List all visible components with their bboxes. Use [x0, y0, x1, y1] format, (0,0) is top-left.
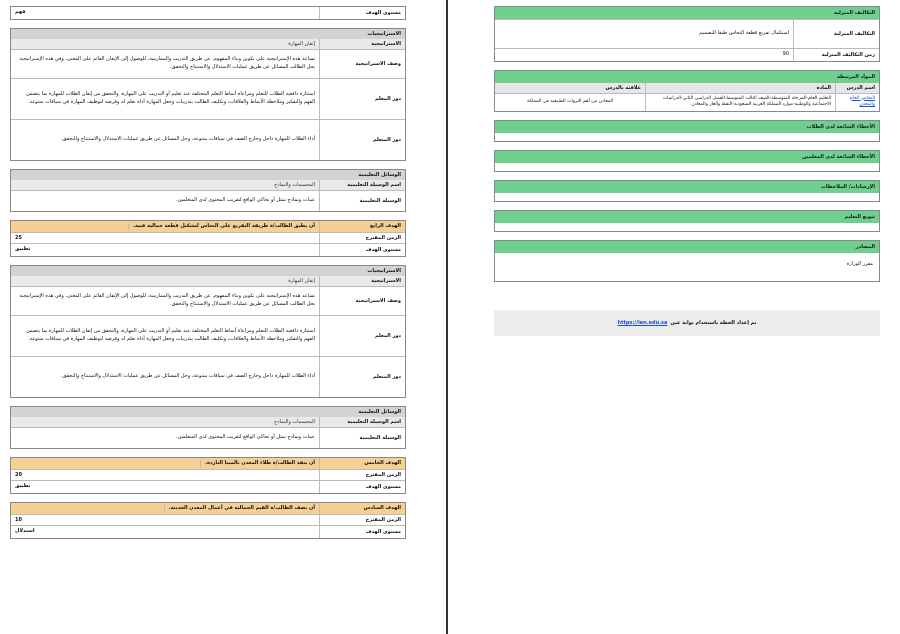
media-title: الوسائل التعليمية [11, 407, 405, 417]
homework-time-label: زمن التكاليف المنزلية [793, 49, 879, 61]
footer [494, 310, 880, 336]
goal-5-value: أن ينفذ الطالب/ة طلاء المعدن بالمينا الباردة. [200, 460, 315, 468]
col-relation-header: علاقته بالدرس [605, 84, 641, 91]
goal-level-top [10, 6, 406, 20]
desc-label: وصف الاستراتيجية [319, 50, 405, 78]
media-value: عينات ونماذج تمثل أو تحاكي الواقع لتقريب المحتوى لدى المتعلمين. [175, 196, 315, 203]
media-label: الوسيلة التعليمية [319, 428, 405, 448]
lesson-link[interactable]: النحاس الخام والمعدن [835, 94, 879, 112]
goal-5-label: الهدف الخامس [319, 458, 405, 470]
goal-4-value: أن يطبق الطالب/ة طريقة التفريغ على النحاس لتشكيل قطعة جمالية فنية. [128, 223, 315, 231]
homework-block [494, 6, 880, 62]
strategies-title: الاستراتيجيات [11, 29, 405, 39]
left-page [10, 6, 406, 547]
media-name-label: اسم الوسيلة التعليمية [319, 417, 405, 427]
strategy-label: الاستراتيجية [319, 39, 405, 49]
goal-6-block [10, 502, 406, 539]
homework-value: استكمال تفريغ قطعة النحاس طبقا للتصميم [699, 30, 789, 37]
homework-time-value: 90 [782, 51, 789, 57]
goal-5-level-label: مستوى الهدف [319, 481, 405, 493]
strategies-block-1 [10, 28, 406, 161]
goal-4-time-value: 25 [15, 235, 22, 241]
materials-title: المواد المرتبطة [495, 71, 879, 83]
materials-block [494, 70, 880, 113]
teacher-errors-block [494, 150, 880, 172]
right-page [494, 6, 880, 336]
materials-row [495, 93, 879, 112]
sources-title: المصادر [495, 241, 879, 253]
footer-text: تم إعداد الخطة باستخدام بوابة عين [670, 320, 757, 327]
teacher-role-label: دور المعلم [319, 316, 405, 356]
student-role-label: دور المتعلم [319, 357, 405, 397]
teacher-role-value: استثارة دافعية الطلاب للتعلم ومراعاة أنماط التعلم المختلفة عند تعليم أو التدريب على المهارة، والتحقق من إتقان الطلاب للمهارة بما يتضمن الفهم والتفكير وملاحظة الأنماط والعلاقات، وتكليف الطالب بتدريبات وجعل المهارة أداة تعلم له وفرصة لتوظيف المهارة في سياقات متنوعة. [26, 91, 315, 105]
goal-6-time-value: 10 [15, 517, 22, 523]
differentiation-title: تنويع التعليم [495, 211, 879, 223]
media-block-2 [10, 406, 406, 449]
student-errors-block [494, 120, 880, 142]
goal-4-label: الهدف الرابع [319, 221, 405, 233]
media-name-value: المجسمات والنماذج [274, 181, 315, 188]
desc-value: تساعد هذه الإستراتيجية على تكوين وبناء المفهوم، عن طريق التدريب والممارسة، للوصول إلى الإتقان القائم على المعنى، وفي هذه الإستراتيجية يحل الطالب المسائل عن طريق عمليات الاستدلال والاستنتاج والتحقق. [19, 56, 315, 70]
student-role-value: أداء الطلاب للمهارة داخل وخارج الصف في سياقات متنوعة، وحل المسائل عن طريق عمليات الاستدلال والاستنتاج والتحقق. [60, 135, 315, 142]
student-role-value: أداء الطلاب للمهارة داخل وخارج الصف في سياقات متنوعة، وحل المسائل عن طريق عمليات الاستدلال والاستنتاج والتحقق. [60, 372, 315, 379]
col-subject-header: المادة [645, 83, 835, 93]
strategies-title: الاستراتيجيات [11, 266, 405, 276]
goal-4-time-label: الزمن المقترح [319, 233, 405, 243]
goal-5-block [10, 457, 406, 494]
level-value: فهم [15, 9, 26, 15]
media-name-value: المجسمات والنماذج [274, 418, 315, 425]
goal-5-level-value: تطبيق [15, 483, 31, 489]
teacher-role-label: دور المعلم [319, 79, 405, 119]
goal-6-label: الهدف السادس [319, 503, 405, 515]
strategy-value: إتقان المهارة [288, 40, 315, 47]
sources-block [494, 240, 880, 282]
homework-title: التكاليف المنزلية [495, 7, 879, 19]
desc-value: تساعد هذه الإستراتيجية على تكوين وبناء المفهوم، عن طريق التدريب والممارسة، للوصول إلى الإتقان القائم على المعنى، وفي هذه الإستراتيجية يحل الطالب المسائل عن طريق عمليات الاستدلال والاستنتاج والتحقق. [19, 293, 315, 307]
media-name-label: اسم الوسيلة التعليمية [319, 180, 405, 190]
notes-title: الإرشادات/ الملاحظات [495, 181, 879, 193]
sources-value: مقرر الوزارة [846, 261, 873, 268]
goal-4-block [10, 220, 406, 257]
goal-5-time-value: 20 [15, 472, 22, 478]
teacher-errors-title: الأخطاء الشائعة لدى المعلمين [495, 151, 879, 163]
page-divider [446, 0, 448, 634]
goal-4-level-label: مستوى الهدف [319, 244, 405, 256]
strategy-label: الاستراتيجية [319, 276, 405, 286]
strategy-value: إتقان المهارة [288, 277, 315, 284]
media-label: الوسيلة التعليمية [319, 191, 405, 211]
subject-value: التعليم العام-المرحلة المتوسطة-الصف الثالث المتوسط-الفصل الدراسي الثاني-الدراسات الاجتماعية والوطنية-موارد المملكة العربية السعودية-النفط والغاز والمعادن [645, 94, 835, 112]
desc-label: وصف الاستراتيجية [319, 287, 405, 315]
footer-link[interactable]: https://ien.edu.sa [617, 320, 668, 327]
col-lesson-header: اسم الدرس [835, 83, 879, 93]
student-errors-title: الأخطاء الشائعة لدى الطلاب [495, 121, 879, 133]
media-title: الوسائل التعليمية [11, 170, 405, 180]
goal-5-time-label: الزمن المقترح [319, 470, 405, 480]
notes-block [494, 180, 880, 202]
level-label: مستوى الهدف [319, 7, 405, 19]
relation-value: المعادن من أهم الثروات الطبيعية في المملكة [526, 98, 614, 104]
media-value: عينات ونماذج تمثل أو تحاكي الواقع لتقريب المحتوى لدى المتعلمين. [175, 433, 315, 440]
goal-6-time-label: الزمن المقترح [319, 515, 405, 525]
teacher-role-value: استثارة دافعية الطلاب للتعلم ومراعاة أنماط التعلم المختلفة عند تعليم أو التدريب على المهارة، والتحقق من إتقان الطلاب للمهارة بما يتضمن الفهم والتفكير وملاحظة الأنماط والعلاقات، وتكليف الطالب بتدريبات وجعل المهارة أداة تعلم له وفرصة لتوظيف المهارة في سياقات متنوعة. [26, 328, 315, 342]
homework-label: التكاليف المنزلية [793, 20, 879, 48]
goal-6-level-label: مستوى الهدف [319, 526, 405, 538]
differentiation-block [494, 210, 880, 232]
goal-4-level-value: تطبيق [15, 246, 31, 252]
goal-6-value: أن يصف الطالب/ة القيم الجمالية في أعمال المعدن الحديثة. [164, 505, 315, 513]
strategies-block-2 [10, 265, 406, 398]
media-block-1 [10, 169, 406, 212]
student-role-label: دور المتعلم [319, 120, 405, 160]
goal-6-level-value: استدلال [15, 528, 35, 534]
